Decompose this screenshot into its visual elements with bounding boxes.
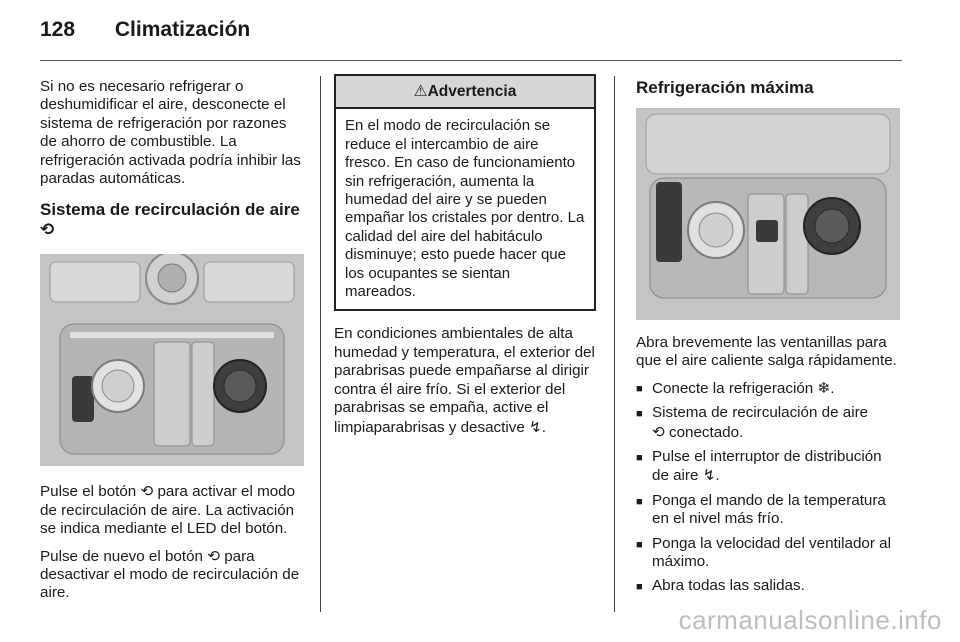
climate-control-photo-max-cooling xyxy=(636,108,900,320)
list-item: ■ Abra todas las salidas. xyxy=(636,577,902,595)
max-cooling-steps xyxy=(636,379,902,596)
recirculation-icon: ⟲ xyxy=(652,422,665,441)
column-1 xyxy=(40,78,306,611)
column-divider xyxy=(614,76,615,612)
windshield-air-icon: ↯ xyxy=(529,417,542,436)
recirculation-icon: ⟲ xyxy=(140,482,154,501)
column-divider xyxy=(320,76,321,612)
section-heading-recirculation: Sistema de recirculación de aire ⟲ xyxy=(40,200,300,241)
warning-triangle-icon: ⚠ xyxy=(413,82,428,100)
list-item: ■ Ponga la velocidad del ventilador al máximo. xyxy=(636,535,902,572)
list-item: ■ Sistema de recirculación de aire ⟲ conectado. xyxy=(636,404,902,442)
recirculation-off-paragraph: Pulse de nuevo el botón ⟲ para desactivar el modo de recirculación de aire. xyxy=(40,546,300,602)
windshield-paragraph: En condiciones ambientales de alta humedad y temperatura, el exterior del parabrisas puede empañarse al dirigir contra él aire frío. Si el exterior del parabrisas se empaña, active el limpiaparabrisas y desactive ↯. xyxy=(334,325,595,436)
recirculation-icon: ⟲ xyxy=(40,220,55,241)
list-item: ■ Pulse el interruptor de distribución de aire ↯. xyxy=(636,448,902,486)
recirculation-icon: ⟲ xyxy=(207,546,220,565)
warning-title: Advertencia xyxy=(427,83,517,100)
list-item: ■ Ponga el mando de la temperatura en el nivel más frío. xyxy=(636,492,902,529)
header-rule xyxy=(40,60,902,61)
column-2 xyxy=(334,74,602,445)
page-header xyxy=(40,18,250,42)
column-3 xyxy=(636,78,902,602)
max-cooling-intro: Abra brevemente las ventanillas para que el aire caliente salga rápidamente. xyxy=(636,334,897,370)
page-number: 128 xyxy=(40,18,76,41)
air-distribution-icon: ↯ xyxy=(702,466,716,485)
intro-paragraph: Si no es necesario refrigerar o deshumidificar el aire, desconecte el sistema de refrigeración por razones de ahorro de combustible. La refrigeración activada podría inhibir las paradas automáticas. xyxy=(40,78,301,188)
warning-header xyxy=(336,76,594,109)
warning-text: En el modo de recirculación se reduce el intercambio de aire fresco. En caso de funcionamiento sin refrigeración, aumenta la humedad del aire y se pueden empañar los cristales por dentro. La calidad del aire del habitáculo disminuye; esto puede hacer que los ocupantes se sientan mareados. xyxy=(345,117,585,301)
page-title: Climatización xyxy=(114,18,251,41)
list-item: ■ Conecte la refrigeración ❄. xyxy=(636,379,902,398)
recirculation-on-paragraph: Pulse el botón ⟲ para activar el modo de recirculación de aire. La activación se indica mediante el LED del botón. xyxy=(40,482,296,538)
climate-control-photo xyxy=(40,254,304,466)
section-heading-max-cooling: Refrigeración máxima xyxy=(636,78,814,97)
cooling-icon: ❄ xyxy=(817,378,831,397)
warning-box xyxy=(334,74,596,311)
watermark: carmanualsonline.info xyxy=(678,605,942,635)
